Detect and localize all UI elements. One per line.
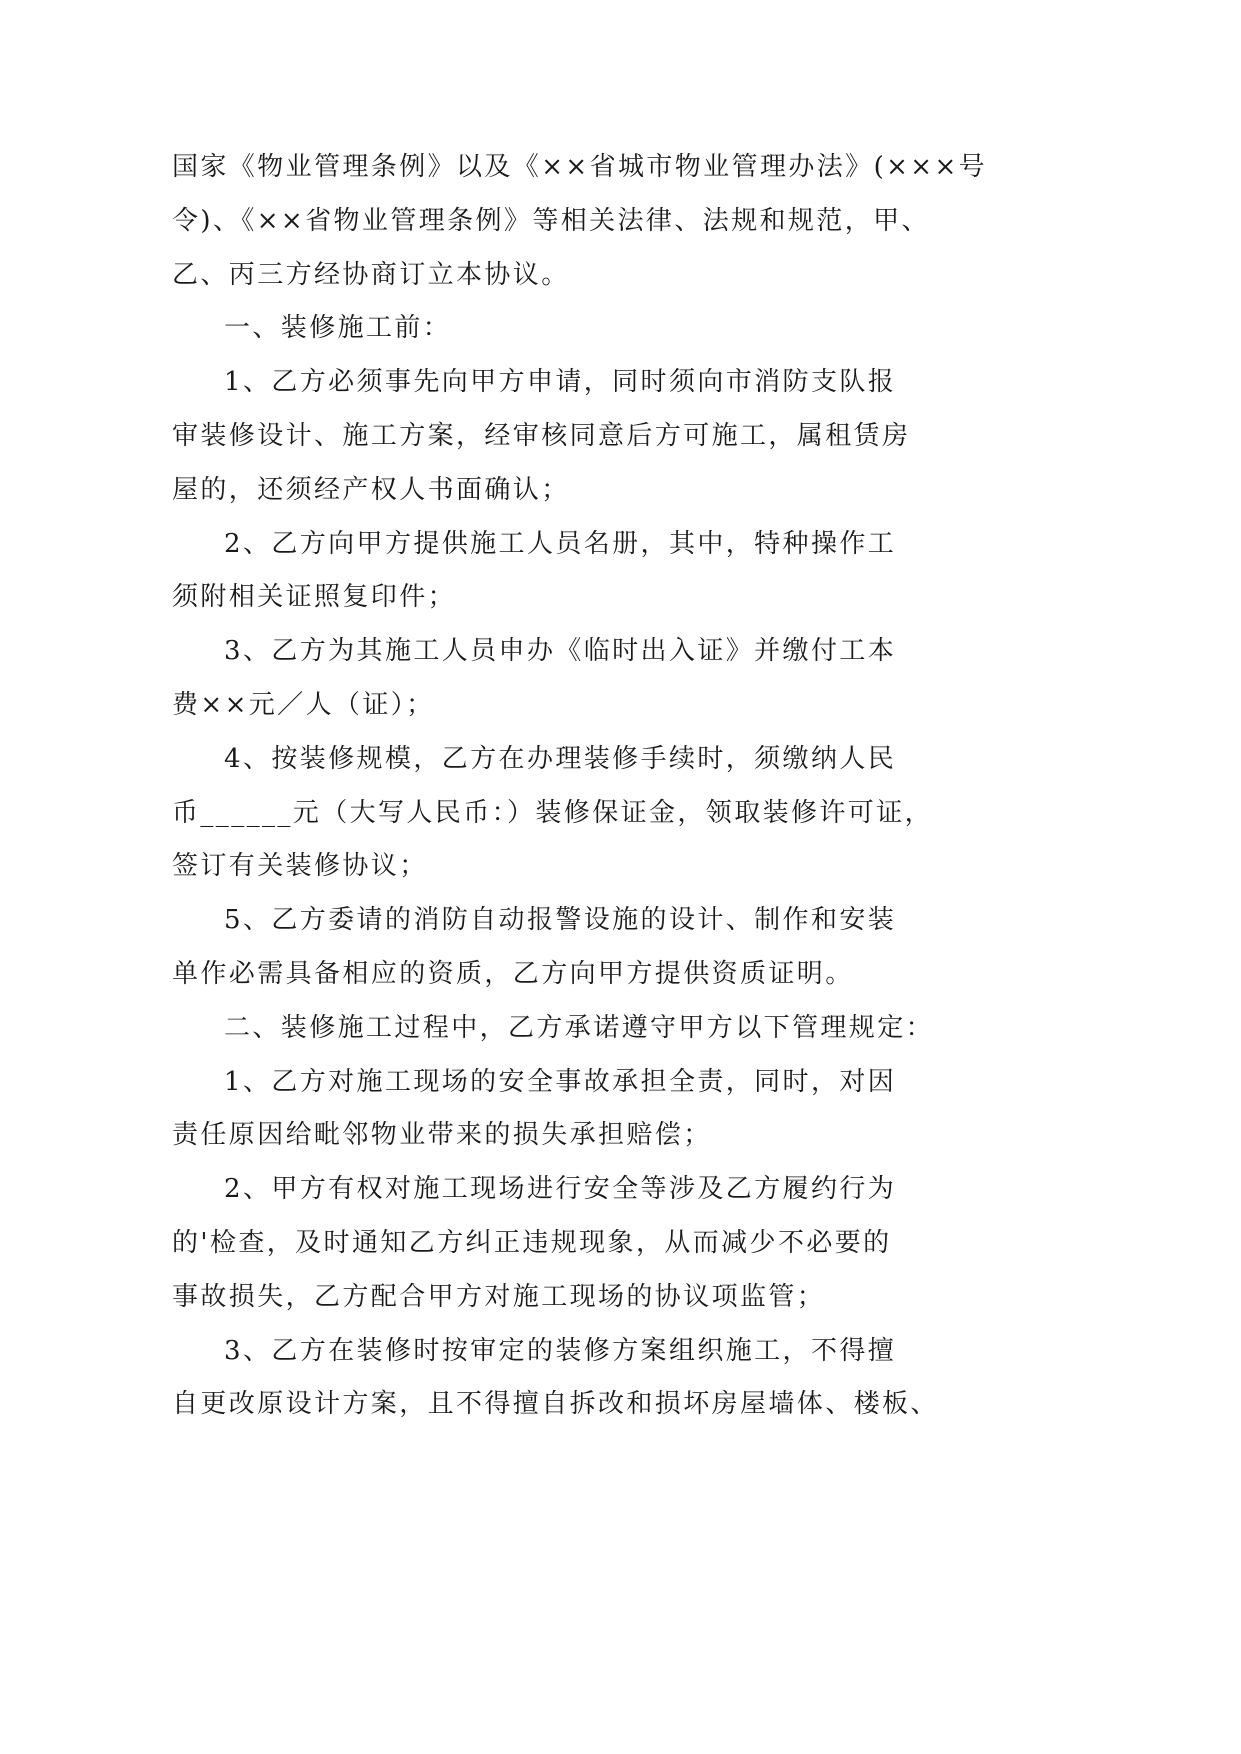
text-line: 3、乙方在装修时按审定的装修方案组织施工，不得擅 [224, 1335, 897, 1366]
text-line: 责任原因给毗邻物业带来的损失承担赔偿； [172, 1120, 712, 1151]
document-body [172, 141, 988, 1432]
text-line: 屋的，还须经产权人书面确认； [172, 474, 570, 505]
text-line: 签订有关装修协议； [172, 851, 428, 882]
text-line: 2、甲方有权对施工现场进行安全等涉及乙方履约行为 [224, 1174, 897, 1205]
text-line: 1、乙方必须事先向甲方申请，同时须向市消防支队报 [224, 367, 897, 398]
text-line: 乙、丙三方经协商订立本协议。 [172, 259, 570, 290]
text-line: 国家《物业管理条例》以及《××省城市物业管理办法》(×××号 [172, 152, 988, 182]
text-line: 须附相关证照复印件； [172, 582, 457, 613]
section-heading: 一、装修施工前： [224, 313, 452, 344]
text-line: 1、乙方对施工现场的安全事故承担全责，同时，对因 [224, 1066, 897, 1097]
text-line: 自更改原设计方案，且不得擅自拆改和损坏房屋墙体、楼板、 [172, 1389, 939, 1420]
text-line: 审装修设计、施工方案，经审核同意后方可施工，属租赁房 [172, 420, 911, 451]
text-line: 令)、《××省物业管理条例》等相关法律、法规和规范，甲、 [172, 205, 930, 236]
text-line: 5、乙方委请的消防自动报警设施的设计、制作和安装 [224, 905, 897, 936]
section-heading: 二、装修施工过程中，乙方承诺遵守甲方以下管理规定： [224, 1012, 935, 1043]
text-line: 的'检查，及时通知乙方纠正违规现象，从而减少不必要的 [172, 1227, 892, 1258]
text-line: 币______元（大写人民币：）装修保证金，领取装修许可证， [172, 797, 934, 828]
text-line: 2、乙方向甲方提供施工人员名册，其中，特种操作工 [224, 528, 897, 559]
text-line: 单作必需具备相应的资质，乙方向甲方提供资质证明。 [172, 958, 854, 989]
text-line: 4、按装修规模，乙方在办理装修手续时，须缴纳人民 [224, 743, 897, 774]
text-line: 费××元／人（证）； [172, 689, 435, 720]
text-line: 3、乙方为其施工人员申办《临时出入证》并缴付工本 [224, 636, 897, 667]
text-line: 事故损失，乙方配合甲方对施工现场的协议项监管； [172, 1281, 826, 1312]
